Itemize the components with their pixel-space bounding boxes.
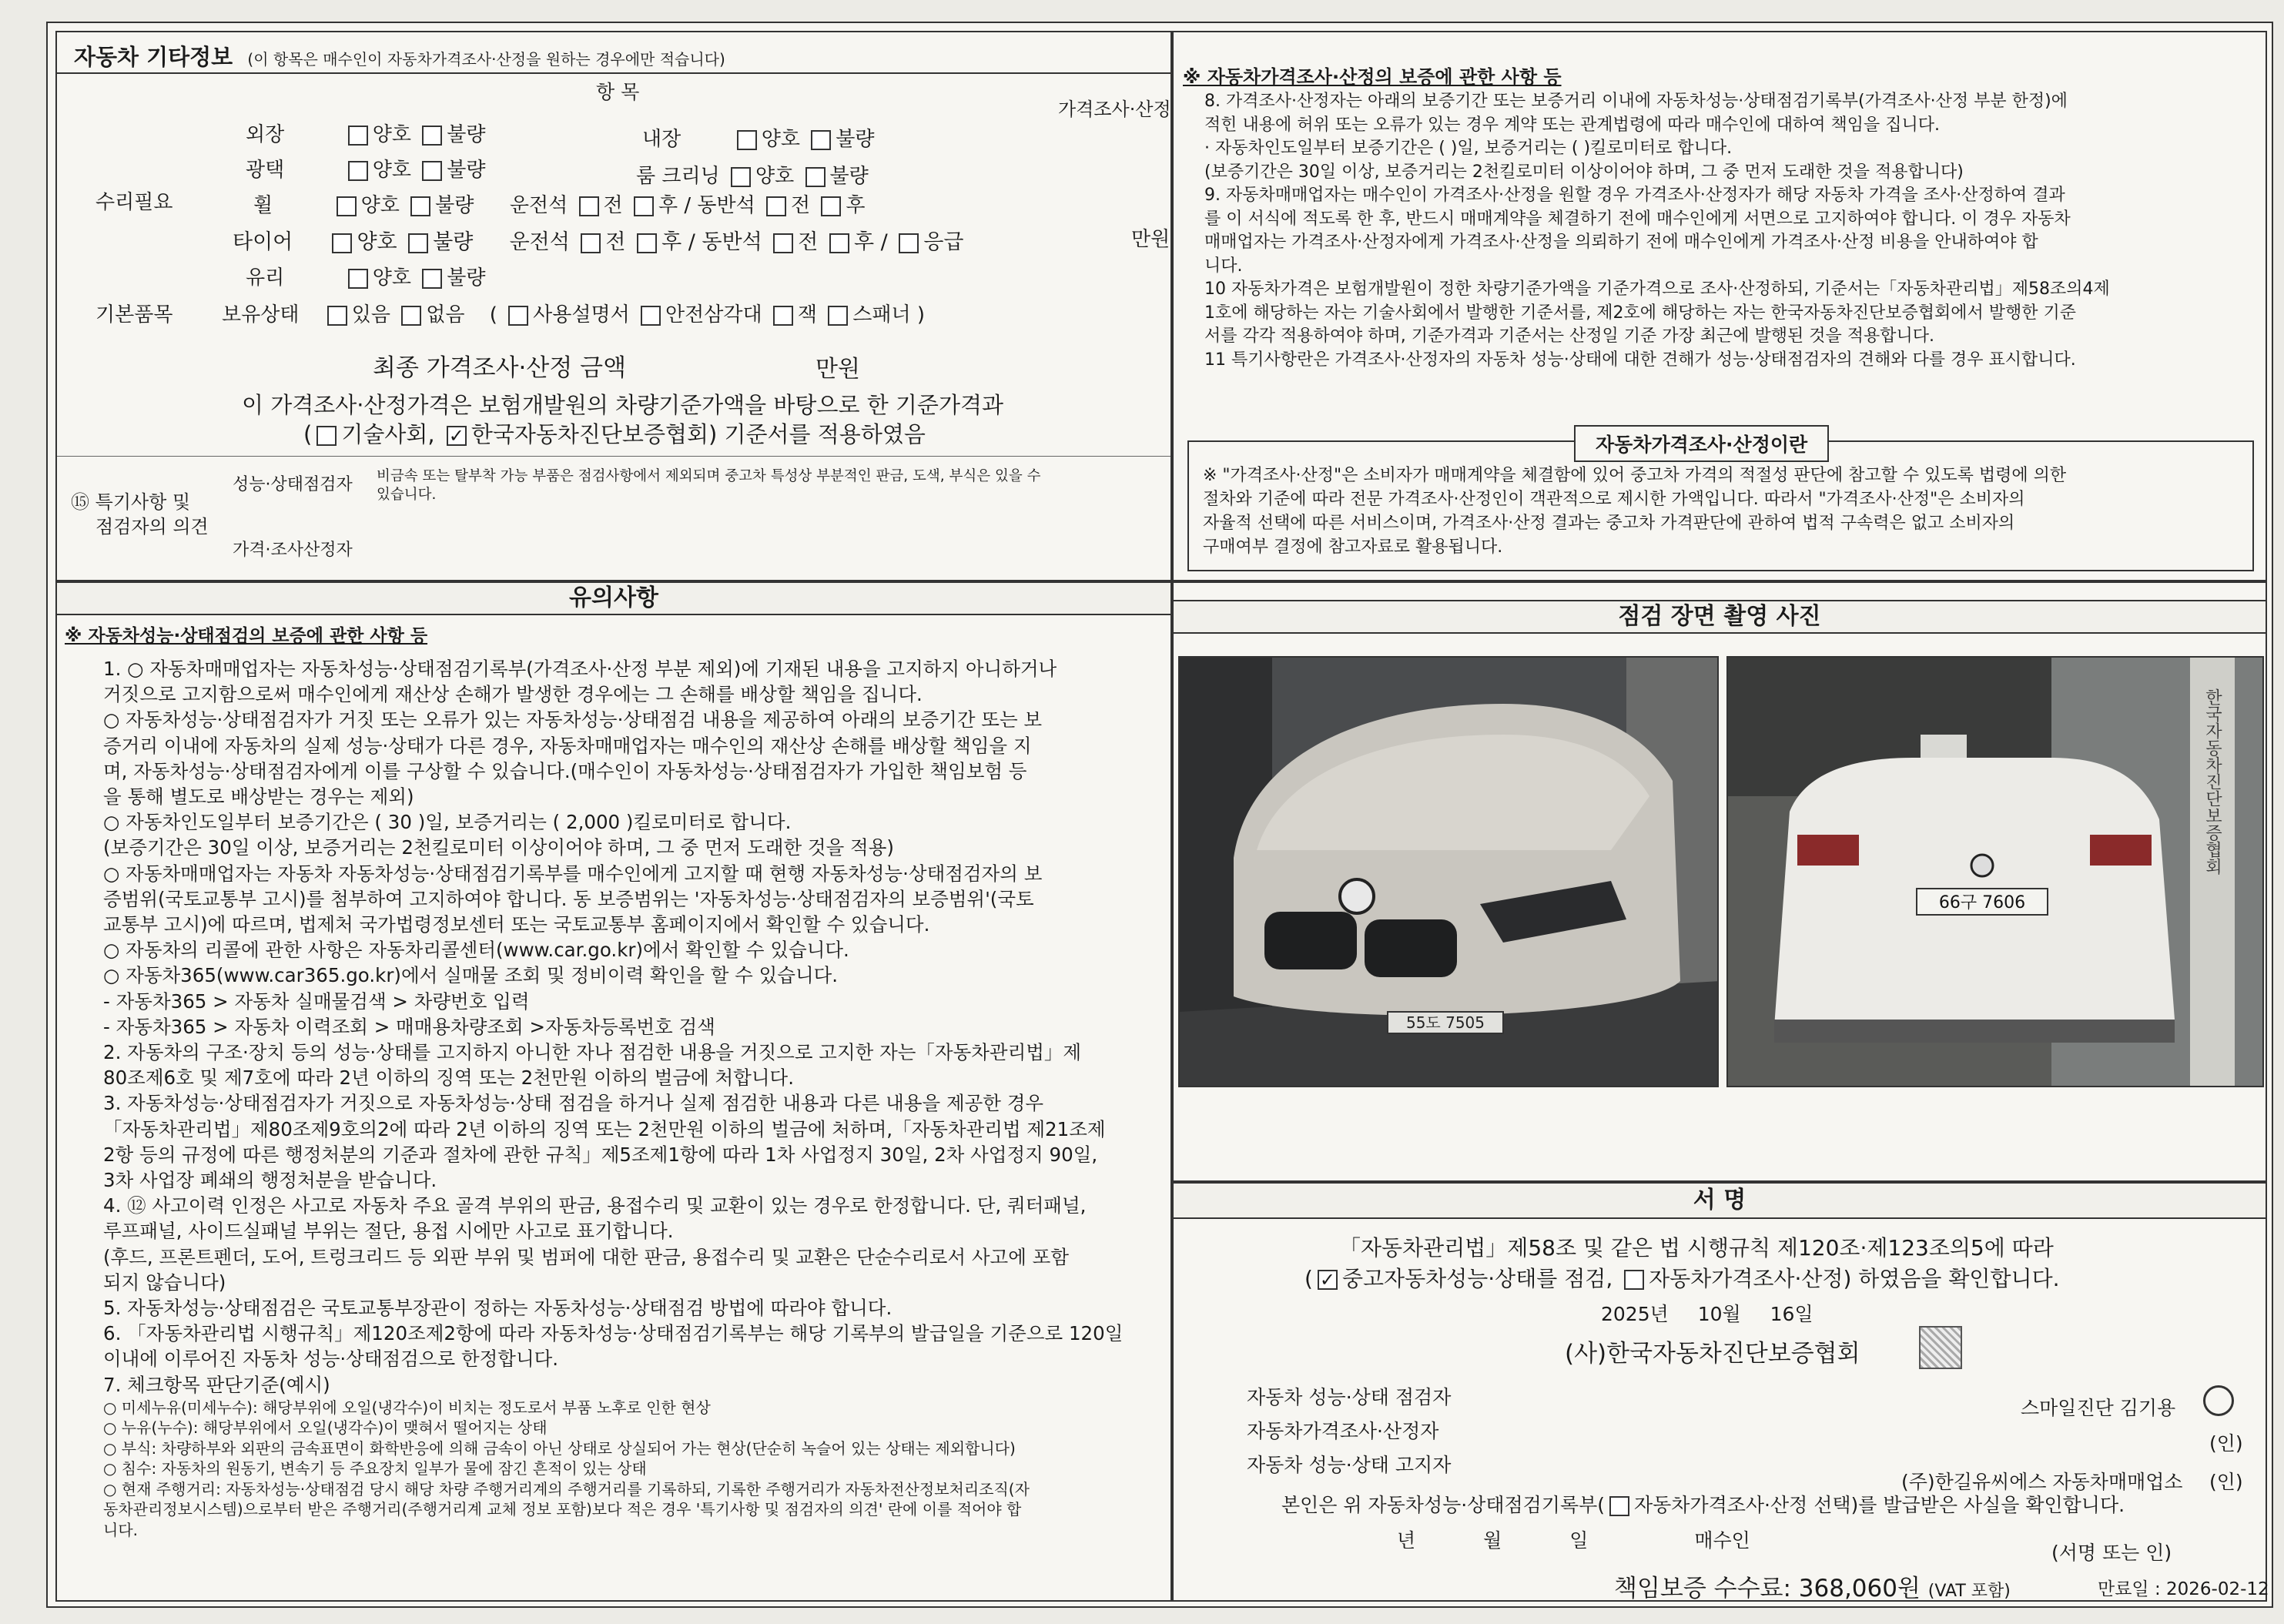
good-label: 양호 xyxy=(372,266,411,290)
special-notes-label-1: ⑮ 특기사항 및 xyxy=(71,491,191,513)
tire-emergency-checkbox[interactable] xyxy=(899,233,919,253)
criteria-line: ○ 침수: 자동차의 원동기, 변속기 등 주요장치 일부가 물에 잠긴 흔적이 있는 상태 xyxy=(103,1459,647,1478)
row-glass xyxy=(246,262,486,290)
performance-check-label: 중고자동차성능·상태를 점검, xyxy=(1341,1266,1613,1291)
fee-amount: 책임보증 수수료: 368,060원 xyxy=(1614,1575,1921,1602)
interior-bad-checkbox[interactable] xyxy=(811,130,831,150)
role-price: 자동차가격조사·산정자 xyxy=(1247,1420,1439,1442)
guarantee-fee xyxy=(1614,1569,2011,1603)
price-definition-title: 자동차가격조사·산정이란 xyxy=(1574,425,1829,462)
note-line: 80조제6호 및 제7호에 따라 2년 이하의 징역 또는 2천만원 이하의 벌금에 처합니다. xyxy=(103,1066,794,1090)
note-line: 2. 자동차의 구조·장치 등의 성능·상태를 고지하지 아니한 자나 점검한 내용을 거짓으로 고지한 자는「자동차관리법」제 xyxy=(103,1041,1082,1064)
bad-label: 불량 xyxy=(447,123,486,146)
room-cleaning-label: 룸 크리닝 xyxy=(636,165,720,188)
jack-checkbox[interactable] xyxy=(773,306,793,326)
good-label: 양호 xyxy=(755,165,795,188)
gloss-bad-checkbox[interactable] xyxy=(422,161,442,181)
bad-label: 불량 xyxy=(447,266,486,290)
price-inspector-label: 가격·조사산정자 xyxy=(233,541,353,560)
rear-label: 후 xyxy=(661,230,682,254)
buyer-price-select-checkbox[interactable] xyxy=(1609,1496,1629,1516)
note-line: 1. ○ 자동차매매업자는 자동차성능·상태점검기록부(가격조사·산정 부분 제외)에 기재된 내용을 고지하지 아니하거나 xyxy=(103,658,1057,680)
front-label: 전 xyxy=(798,230,819,254)
rear-label: 후 xyxy=(853,230,875,254)
clause-line: 서를 각각 적용하여야 하며, 기준가격과 기준서는 산정일 기준 가장 최근에 발행된 것을 적용합니다. xyxy=(1204,326,1934,346)
other-info-title-text: 자동차 기타정보 xyxy=(74,44,233,70)
tire-driver-rear-checkbox[interactable] xyxy=(637,233,657,253)
row-tire: 타이어 양호 불량 운전석 전 후 / 동반석 전 후 / 응급 xyxy=(233,230,964,254)
room-cleaning-bad-checkbox[interactable] xyxy=(805,167,826,187)
tire-good-checkbox[interactable] xyxy=(332,233,352,253)
final-price-unit: 만원 xyxy=(815,356,860,383)
clause-line: (보증기간은 30일 이상, 보증거리는 2천킬로미터 이상이어야 하며, 그 중 먼저 도래한 것을 적용합니다) xyxy=(1204,162,1964,182)
inspector-opinion-2: 있습니다. xyxy=(377,487,437,503)
col-item-header: 항 목 xyxy=(596,81,640,103)
interior-label: 내장 xyxy=(642,128,682,151)
tire-passenger-rear-checkbox[interactable] xyxy=(829,233,849,253)
wheel-driver-rear-checkbox[interactable] xyxy=(634,196,654,216)
signature-header: 서 명 xyxy=(1174,1184,2266,1219)
clause-line: 8. 가격조사·산정자는 아래의 보증기간 또는 보증거리 이내에 자동차성능·상태점검기록부(가격조사·산정 부분 한정)에 xyxy=(1204,92,2068,111)
note-line: 「자동차관리법」제80조제9호의2에 따라 2년 이하의 징역 또는 2천만원 이하의 벌금에 처하며,「자동차관리법 제21조제 xyxy=(103,1117,1106,1140)
row-room-cleaning xyxy=(636,160,869,189)
price-check-label: 자동차가격조사·산정) 하였음을 확인합니다. xyxy=(1649,1266,2060,1291)
issue-year: 2025년 xyxy=(1601,1303,1669,1325)
clause-line: 니다. xyxy=(1204,256,1243,276)
blank-month: 월 xyxy=(1483,1529,1502,1552)
clause-line: 10 자동차가격은 보험개발원이 정한 차량기준가액을 기준가격으로 조사·산정하되, 기준서는「자동차관리법」제58조의4제 xyxy=(1204,280,2110,299)
notes-list xyxy=(103,656,1123,1540)
tire-driver-front-checkbox[interactable] xyxy=(581,233,601,253)
row-interior xyxy=(642,123,875,152)
note-line: 4. ⑫ 사고이력 인정은 사고로 자동차 주요 골격 부위의 판금, 용접수리 및 교환이 있는 경우로 한정합니다. 단, 쿼터패널, xyxy=(103,1194,1087,1217)
dealer-name: (주)한길유씨에스 자동차매매업소 xyxy=(1901,1471,2183,1493)
note-line: ○ 자동차의 리콜에 관한 사항은 자동차리콜센터(www.car.go.kr)에서 확인할 수 있습니다. xyxy=(103,939,849,962)
possession-label: 보유상태 xyxy=(222,303,300,326)
definition-line: 절차와 기준에 따라 전문 가격조사·산정인이 객관적으로 제시한 가액입니다. 따라서 "가격조사·산정"은 소비자의 xyxy=(1203,490,2025,509)
issue-date xyxy=(1601,1299,1813,1327)
rear-inspection-photo xyxy=(1726,656,2264,1087)
bad-label: 불량 xyxy=(829,165,869,188)
photos-header: 점검 장면 촬영 사진 xyxy=(1174,600,2266,634)
other-info-note: (이 항목은 매수인이 자동차가격조사·산정을 원하는 경우에만 적습니다) xyxy=(247,50,725,69)
price-definition-text xyxy=(1203,464,2066,559)
role-notifier: 자동차 성능·상태 고지자 xyxy=(1247,1454,1452,1476)
spanner-checkbox[interactable] xyxy=(828,306,848,326)
note-line: 증거리 이내에 자동차의 실제 성능·상태가 다른 경우, 자동차매매업자는 매수인의 재산상 손해를 배상할 책임을 지 xyxy=(103,734,1032,757)
triangle-label: 안전삼각대 xyxy=(665,303,762,326)
final-price-label: 최종 가격조사·산정 금액 xyxy=(373,354,627,382)
dealer-seal: (인) xyxy=(2209,1471,2243,1493)
clause-line: 1호에 해당하는 자는 기술사회에서 발행한 기준서를, 제2호에 해당하는 자는 한국자동차진단보증협회에서 발행한 기준 xyxy=(1204,303,2077,323)
note-line: - 자동차365 > 자동차 실매물검색 > 차량번호 입력 xyxy=(103,989,530,1013)
manual-label: 사용설명서 xyxy=(533,303,630,326)
wheel-passenger-front-checkbox[interactable] xyxy=(766,196,786,216)
special-notes-label-2: 점검자의 의견 xyxy=(95,516,209,537)
definition-line: ※ "가격조사·산정"은 소비자가 매매계약을 체결함에 있어 중고차 가격의 적절성 판단에 참고할 수 있도록 법령에 의한 xyxy=(1203,466,2067,485)
front-label: 전 xyxy=(790,194,811,217)
issue-month: 10월 xyxy=(1697,1303,1741,1325)
note-line: 6. 「자동차관리법 시행규칙」제120조제2항에 따라 자동차성능·상태점검기록부는 해당 기록부의 발급일을 기준으로 120일 xyxy=(103,1322,1124,1345)
price-check-checkbox[interactable] xyxy=(1624,1270,1644,1290)
clause-line: 9. 자동차매매업자는 매수인이 가격조사·산정을 원할 경우 가격조사·산정자가 해당 자동차 가격을 조사·산정하여 결과 xyxy=(1204,186,2065,205)
vehicle-other-info-panel xyxy=(55,31,1172,581)
manual-checkbox[interactable] xyxy=(508,306,528,326)
clause-line: 를 이 서식에 적도록 한 후, 반드시 매매계약을 체결하기 전에 매수인에게 서면으로 고지하여야 합니다. 이 경우 자동차 xyxy=(1204,209,2071,229)
note-line: 2항 등의 규정에 따른 행정처분의 기준과 절차에 관한 규칙」제5조제1항에 따라 1차 사업정지 30일, 2차 사업정지 90일, xyxy=(103,1143,1098,1166)
rear-label: 후 xyxy=(846,194,866,217)
row-exterior xyxy=(246,119,486,147)
wheel-bad-checkbox[interactable] xyxy=(410,196,430,216)
tire-label: 타이어 xyxy=(233,230,293,254)
note-line: 이내에 이루어진 자동차 성능·상태점검으로 한정합니다. xyxy=(103,1348,559,1371)
price-seal: (인) xyxy=(2209,1432,2243,1455)
blank-day: 일 xyxy=(1569,1529,1589,1552)
buyer-statement-a: 본인은 위 자동차성능·상태점검기록부( xyxy=(1281,1494,1605,1516)
front-plate-text: 55도 7505 xyxy=(1405,1013,1485,1032)
note-line: ○ 자동차인도일부터 보증기간은 ( 30 )일, 보증거리는 ( 2,000 )킬로미터로 합니다. xyxy=(103,811,792,834)
wheel-driver-front-checkbox[interactable] xyxy=(579,196,599,216)
association-seal-icon xyxy=(1919,1326,1962,1369)
wheel-label: 휠 xyxy=(253,194,273,217)
has-checkbox[interactable] xyxy=(327,306,347,326)
wheel-good-checkbox[interactable] xyxy=(337,196,357,216)
room-cleaning-good-checkbox[interactable] xyxy=(731,167,751,187)
note-line: (후드, 프론트펜더, 도어, 트렁크리드 등 외판 부위 및 범퍼에 대한 판금, 용접수리 및 교환은 단순수리로서 사고에 포함 xyxy=(103,1245,1069,1268)
note-line: 3차 사업장 폐쇄의 행정처분을 받습니다. xyxy=(103,1169,437,1192)
notes-header: 유의사항 xyxy=(57,583,1170,615)
note-line: 5. 자동차성능·상태점검은 국토교통부장관이 정하는 자동차성능·상태점검 방법에 따라야 합니다. xyxy=(103,1297,893,1320)
tire-passenger-front-checkbox[interactable] xyxy=(773,233,793,253)
criteria-line: 니다. xyxy=(103,1520,138,1539)
note-line: ○ 자동차매매업자는 자동차 자동차성능·상태점검기록부를 매수인에게 고지할 때 현행 자동차성능·상태점검자의 보 xyxy=(103,862,1043,885)
basis-line-2: ( 기술사회, ✓ 한국자동차진단보증협회) 기준서를 적용하였음 xyxy=(303,421,926,447)
clause-line: · 자동차인도일부터 보증기간은 ( )일, 보증거리는 ( )킬로미터로 합니다. xyxy=(1204,139,1733,158)
issue-day: 16일 xyxy=(1770,1303,1813,1325)
expiry-date: 만료일 : 2026-02-12 xyxy=(2098,1579,2269,1599)
notes-panel xyxy=(55,581,1172,1602)
jack-label: 잭 xyxy=(797,303,817,326)
buyer-statement xyxy=(1281,1490,2125,1518)
bad-label: 불량 xyxy=(435,194,474,217)
front-inspection-photo xyxy=(1178,656,1719,1087)
front-label: 전 xyxy=(603,194,623,217)
row-basic-items: 보유상태 있음 없음 ( 사용설명서 안전삼각대 잭 스패너 ) xyxy=(222,303,926,326)
confirm-line: ( ✓ 중고자동차성능·상태를 점검, 자동차가격조사·산정) 하였음을 확인합니다. xyxy=(1304,1266,2060,1291)
note-line: 증범위(국토교통부 고시)를 첨부하여 고지하여야 합니다. 동 보증범위는 '자동차성능·상태점검자의 보증범위'(국토 xyxy=(103,887,1034,910)
definition-line: 구매여부 결정에 참고자료로 활용됩니다. xyxy=(1203,537,1503,557)
note-line: 거짓으로 고지함으로써 매수인에게 재산상 손해가 발생한 경우에는 그 손해를 배상할 책임을 집니다. xyxy=(103,683,923,706)
side-sign-text: 한국자동차진단보증협회 xyxy=(2202,688,2222,875)
passenger-side-label: 동반석 xyxy=(697,194,755,217)
assoc-label: 한국자동차진단보증협회) 기준서를 적용하였음 xyxy=(471,421,926,447)
price-guarantee-title: ※ 자동차가격조사·산정의 보증에 관한 사항 등 xyxy=(1183,66,1562,88)
rear-car-image xyxy=(1728,658,2264,1087)
blank-year: 년 xyxy=(1397,1529,1416,1552)
assoc-checkbox[interactable]: ✓ xyxy=(447,426,467,446)
repair-needed-label: 수리필요 xyxy=(95,191,173,214)
wheel-passenger-rear-checkbox[interactable] xyxy=(821,196,841,216)
good-label: 양호 xyxy=(360,194,400,217)
price-definition-box xyxy=(1187,434,2254,571)
good-label: 양호 xyxy=(761,128,800,151)
criteria-line: ○ 누유(누수): 해당부위에서 오일(냉각수)이 맺혀서 떨어지는 상태 xyxy=(103,1418,548,1438)
none-label: 없음 xyxy=(426,303,465,326)
note-line: 7. 체크항목 판단기준(예시) xyxy=(103,1373,330,1396)
driver-side-label: 운전석 xyxy=(509,194,568,217)
performance-check-checkbox[interactable]: ✓ xyxy=(1318,1270,1338,1290)
role-inspector: 자동차 성능·상태 점검자 xyxy=(1247,1386,1452,1408)
bad-label: 불량 xyxy=(433,230,474,254)
exterior-good-checkbox[interactable] xyxy=(348,126,368,146)
bad-label: 불량 xyxy=(447,159,486,182)
good-label: 양호 xyxy=(372,123,411,146)
clause-line: 11 특기사항란은 가격조사·산정자의 자동차 성능·상태에 대한 견해가 성능·상태점검자의 견해와 다를 경우 표시합니다. xyxy=(1204,350,2076,370)
note-line: ○ 자동차365(www.car365.go.kr)에서 실매물 조회 및 정비이력 확인을 할 수 있습니다. xyxy=(103,964,839,987)
note-line: 며, 자동차성능·상태점검자에게 이를 구상할 수 있습니다.(매수인이 자동차성능·상태점검자가 가입한 책임보험 등 xyxy=(103,759,1027,782)
note-line: 3. 자동차성능·상태점검자가 거짓으로 자동차성능·상태 점검을 하거나 실제 점검한 내용과 다른 내용을 제공한 경우 xyxy=(103,1092,1044,1115)
buyer-sign: (서명 또는 인) xyxy=(2051,1542,2172,1564)
note-line: ○ 자동차성능·상태점검자가 거짓 또는 오류가 있는 자동차성능·상태점검 내용을 제공하여 아래의 보증기간 또는 보 xyxy=(103,708,1043,732)
photos-panel xyxy=(1172,581,2267,1182)
col-price-header: 가격조사·산정 xyxy=(1058,99,1171,120)
good-label: 양호 xyxy=(372,159,411,182)
criteria-line: ○ 부식: 차량하부와 외판의 금속표면이 화학반응에 의해 금속이 아닌 상태로 상실되어 가는 현상(단순히 녹슬어 있는 상태는 제외합니다) xyxy=(103,1438,1016,1458)
definition-line: 자율적 선택에 따른 서비스이며, 가격조사·산정 결과는 중고차 가격판단에 관하여 법적 구속력은 없고 소비자의 xyxy=(1203,514,2015,533)
other-info-title xyxy=(74,40,725,72)
gloss-label: 광택 xyxy=(246,159,285,182)
note-line: 되지 않습니다) xyxy=(103,1271,226,1294)
inspector-opinion-1: 비금속 또는 탈부착 가능 부품은 점검사항에서 제외되며 중고차 특성상 부분적인 판금, 도색, 부식은 있을 수 xyxy=(377,468,1041,484)
buyer-date xyxy=(1397,1525,1750,1553)
tech-society-checkbox[interactable] xyxy=(316,426,337,446)
basic-items-label: 기본품목 xyxy=(95,303,173,326)
spanner-label: 스패너 xyxy=(852,303,911,326)
law-basis-line: 「자동차관리법」제58조 및 같은 법 시행규칙 제120조·제123조의5에 따라 xyxy=(1339,1235,2054,1261)
inspector-stamp-icon xyxy=(2203,1385,2234,1416)
glass-good-checkbox[interactable] xyxy=(348,269,368,289)
association-name: (사)한국자동차진단보증협회 xyxy=(1565,1340,1860,1368)
price-unit-repair: 만원 xyxy=(1131,228,1170,251)
exterior-bad-checkbox[interactable] xyxy=(422,126,442,146)
clause-line: 매매업자는 가격조사·산정자에게 가격조사·산정을 의뢰하기 전에 매수인에게 가격조사·산정 비용을 안내하여야 합 xyxy=(1204,233,2038,252)
note-line: 교통부 고시)에 따르며, 법제처 국가법령정보센터 또는 국토교통부 홈페이지에서 확인할 수 있습니다. xyxy=(103,913,930,936)
criteria-line: ○ 현재 주행거리: 자동차성능·상태점검 당시 해당 차량 주행거리계의 주행거리를 기록하되, 기록한 주행거리가 자동차전산정보처리조직(자 xyxy=(103,1479,1030,1498)
inspector-label: 성능·상태점검자 xyxy=(233,475,353,494)
notes-subtitle: ※ 자동차성능·상태점검의 보증에 관한 사항 등 xyxy=(65,626,428,646)
tire-bad-checkbox[interactable] xyxy=(408,233,428,253)
row-wheel: 휠 양호 불량 운전석 전 후 / 동반석 전 후 xyxy=(253,194,866,217)
criteria-line: 동차관리정보시스템)으로부터 받은 주행거리(주행거리계 교체 정보 포함)보다 적은 경우 '특기사항 및 점검자의 의견' 란에 이를 적어야 합 xyxy=(103,1500,1022,1519)
passenger-side-label: 동반석 xyxy=(702,230,762,254)
has-label: 있음 xyxy=(351,303,390,326)
front-label: 전 xyxy=(605,230,626,254)
interior-good-checkbox[interactable] xyxy=(737,130,757,150)
inspection-record-sheet xyxy=(46,22,2273,1608)
exterior-label: 외장 xyxy=(246,123,285,146)
criteria-line: ○ 미세누유(미세누수): 해당부위에 오일(냉각수)이 비치는 정도로서 부품 노후로 인한 현상 xyxy=(103,1398,711,1417)
front-car-image xyxy=(1180,658,1719,1087)
gloss-good-checkbox[interactable] xyxy=(348,161,368,181)
good-label: 양호 xyxy=(357,230,397,254)
row-gloss xyxy=(246,154,486,182)
tech-society-label: 기술사회, xyxy=(341,421,435,447)
glass-label: 유리 xyxy=(246,266,285,290)
inspector-name: 스마일진단 김기용 xyxy=(2021,1397,2176,1419)
note-line: 루프패널, 사이드실패널 부위는 절단, 용접 시에만 사고로 표기합니다. xyxy=(103,1220,674,1243)
fee-vat-note: (VAT 포함) xyxy=(1927,1582,2011,1601)
bad-label: 불량 xyxy=(836,128,875,151)
none-checkbox[interactable] xyxy=(401,306,421,326)
buyer-statement-b: 자동차가격조사·산정 선택)를 발급받은 사실을 확인합니다. xyxy=(1634,1494,2125,1516)
price-guarantee-panel xyxy=(1172,31,2267,581)
buyer-label: 매수인 xyxy=(1694,1529,1750,1552)
glass-bad-checkbox[interactable] xyxy=(422,269,442,289)
rear-plate-text: 66구 7606 xyxy=(1938,893,2026,912)
clause-line: 적힌 내용에 허위 또는 오류가 있는 경우 계약 또는 관계법령에 따라 매수인에 대하여 책임을 집니다. xyxy=(1204,115,1940,135)
rear-label: 후 xyxy=(658,194,678,217)
note-line: - 자동차365 > 자동차 이력조회 > 매매용차량조회 >자동차등록번호 검색 xyxy=(103,1015,715,1038)
emergency-label: 응급 xyxy=(923,230,964,254)
driver-side-label: 운전석 xyxy=(509,230,570,254)
price-guarantee-list xyxy=(1204,90,2110,372)
signature-panel xyxy=(1172,1182,2267,1602)
triangle-checkbox[interactable] xyxy=(641,306,661,326)
note-line: (보증기간은 30일 이상, 보증거리는 2천킬로미터 이상이어야 하며, 그 중 먼저 도래한 것을 적용) xyxy=(103,836,894,859)
note-line: 을 통해 별도로 배상받는 경우는 제외) xyxy=(103,785,414,809)
basis-line-1: 이 가격조사·산정가격은 보험개발원의 차량기준가액을 바탕으로 한 기준가격과 xyxy=(242,392,1003,418)
